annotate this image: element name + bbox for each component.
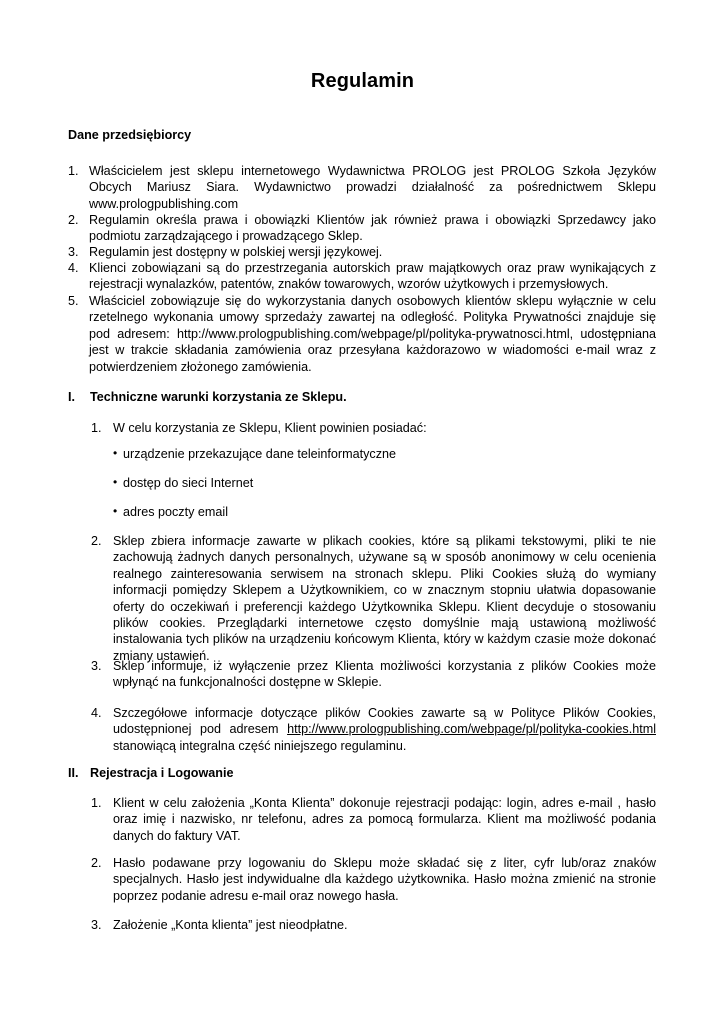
list-item: Szczegółowe informacje dotyczące plików Cookies zawarte są w Polityce Plików Cookies, udostępnionej pod adresem http://www.prologpublishing.com/webpage/pl/polityka-cookies.html stanowiącą integralna część niniejszego regulaminu. — [113, 706, 656, 753]
list-item: Właściciel zobowiązuje się do wykorzystania danych osobowych klientów sklepu wyłącznie w celu rzetelnego wykonania umowy sprzedaży zawartej na odległość. Polityka Prywatności znajduje się pod adresem: http://www.prologpublishing.com/webpage/pl/polityka-prywatnosci.html, udostępniana jest w trakcie składania zamówienia oraz przesyłana każdorazowo w wiadomości e-mail wraz z potwierdzeniem złożonego zamówienia. — [89, 294, 656, 374]
list-item: Regulamin określa prawa i obowiązki Klientów jak również prawa i obowiązki Sprzedawcy jako podmiotu zarządzającego i prowadzącego Sklep. — [89, 213, 656, 244]
list-number: 2. — [91, 534, 102, 548]
company-heading: Dane przedsiębiorcy — [68, 128, 192, 142]
list-item: Hasło podawane przy logowaniu do Sklepu może składać się z liter, cyfr lub/oraz znaków specjalnych. Hasło jest indywidualne dla każdego użytkownika. Hasło można zmienić na stronie poprzez podanie adresu e-mail oraz nowego hasła. — [113, 856, 656, 903]
list-number: 1. — [91, 421, 102, 435]
list-item: Sklep zbiera informacje zawarte w plikach cookies, które są plikami tekstowymi, pliki te nie zachowują żadnych danych personalnych, używane są w sposób anonimowy w celu ocenienia realnego zainteresowania serwisem na stronach sklepu. Pliki Cookies służą do wymiany informacji pomiędzy Sklepem a Użytkownikiem, co w znacznym stopniu ułatwia dopasowanie oferty do oczekiwań i preferencji każdego Użytkownika Sklepu. Klient decyduje o stosowaniu plików cookies. Przeglądarki internetowe często domyślnie mają ustawioną możliwość instalowania tych plików na urządzeniu końcowym Klienta, który w każdym czasie może dokonać zmiany ustawień. — [113, 534, 656, 663]
list-number: 3. — [68, 245, 79, 259]
list-number: 4. — [68, 261, 79, 275]
list-item: Właścicielem jest sklepu internetowego Wydawnictwa PROLOG jest PROLOG Szkoła Języków Obcych Mariusz Siara. Wydawnictwo prowadzi działalność za pośrednictwem Sklepu www.prologpublishing.com — [89, 164, 656, 211]
section-number: I. — [68, 390, 75, 404]
list-number: 3. — [91, 659, 102, 673]
bullet-icon: • — [113, 475, 118, 489]
list-number: 4. — [91, 706, 102, 720]
list-item: W celu korzystania ze Sklepu, Klient powinien posiadać: — [113, 421, 427, 435]
document-page: Regulamin Dane przedsiębiorcy 1. Właścicielem jest sklepu internetowego Wydawnictwa PROLOG jest PROLOG Szkoła Języków Obcych Mariusz Siara. Wydawnictwo prowadzi działalność za pośrednictwem Sklepu www.prologpublishing.com 2. Regulamin określa prawa i obowiązki Klientów jak również prawa i obowiązki Sprzedawcy jako podmiotu zarządzającego i prowadzącego Sklep. 3. Regulamin jest dostępny w polskiej wersji językowej. 4. Klienci zobowiązani są do przestrzegania autorskich praw majątkowych oraz praw wynikających z rejestracji wynalazków, patentów, znaków towarowych, wzorów użytkowych i przemysłowych. 5. Właściciel zobowiązuje się do wykorzystania danych osobowych klientów sklepu wyłącznie w celu rzetelnego wykonania umowy sprzedaży zawartej na odległość. Polityka Prywatności znajduje się pod adresem: http://www.prologpublishing.com/webpage/pl/polityka-prywatnosci.html, udostępniana jest w trakcie składania zamówienia oraz przesyłana każdorazowo w wiadomości e-mail wraz z potwierdzeniem złożonego zamówienia. I. Techniczne warunki korzystania ze Sklepu. 1. W celu korzystania ze Sklepu, Klient powinien posiadać: • urządzenie przekazujące dane teleinformatyczne • dostęp do sieci Internet • adres poczty email 2. Sklep zbiera informacje zawarte w plikach cookies, które są plikami tekstowymi, pliki te nie zachowują żadnych danych personalnych, używane są w sposób anonimowy w celu ocenienia realnego zainteresowania serwisem na stronach sklepu. Pliki Cookies służą do wymiany informacji pomiędzy Sklepem a Użytkownikiem, co w znacznym stopniu ułatwia dopasowanie oferty do oczekiwań i preferencji każdego Użytkownika Sklepu. Klient decyduje o stosowaniu plików cookies. Przeglądarki internetowe często domyślnie mają ustawioną możliwość instalowania tych plików na urządzeniu końcowym Klienta, który w każdym czasie może dokonać zmiany ustawień. 3. Sklep informuje, iż wyłączenie przez Klienta możliwości korzystania z plików Cookies może wpłynąć na funkcjonalności dostępne w Sklepie. 4. Szczegółowe informacje dotyczące plików Cookies zawarte są w Polityce Plików Cookies, udostępnionej pod adresem http://www.prologpublishing.com/webpage/pl/polityka-cookies.html stanowiącą integralna część niniejszego regulaminu. II. Rejestracja i Logowanie 1. Klient w celu założenia „Konta Klienta” dokonuje rejestracji podając: login, adres e-mail , hasło oraz imię i nazwisko, nr telefonu, adres za pomocą formularza. Klient ma możliwość podania danych do faktury VAT. 2. Hasło podawane przy logowaniu do Sklepu może składać się z liter, cyfr lub/oraz znaków specjalnych. Hasło jest indywidualne dla każdego użytkownika. Hasło można zmienić na stronie poprzez podanie adresu e-mail oraz nowego hasła. 3. Założenie „Konta klienta” jest nieodpłatne. — [0, 0, 725, 1024]
list-number: 5. — [68, 294, 79, 308]
section-heading: Techniczne warunki korzystania ze Sklepu. — [90, 390, 347, 404]
list-number: 1. — [91, 796, 102, 810]
list-item: Sklep informuje, iż wyłączenie przez Klienta możliwości korzystania z plików Cookies może wpłynąć na funkcjonalności dostępne w Sklepie. — [113, 659, 656, 690]
list-number: 2. — [91, 856, 102, 870]
list-number: 3. — [91, 918, 102, 932]
bullet-icon: • — [113, 504, 118, 518]
section-number: II. — [68, 766, 79, 780]
cookies-policy-link[interactable]: http://www.prologpublishing.com/webpage/pl/polityka-cookies.html — [287, 722, 656, 737]
list-item: Założenie „Konta klienta” jest nieodpłatne. — [113, 918, 348, 932]
list-item: Klienci zobowiązani są do przestrzegania autorskich praw majątkowych oraz praw wynikających z rejestracji wynalazków, patentów, znaków towarowych, wzorów użytkowych i przemysłowych. — [89, 261, 656, 292]
bullet-icon: • — [113, 446, 118, 460]
page-title: Regulamin — [310, 70, 415, 92]
list-number: 1. — [68, 164, 79, 178]
list-number: 2. — [68, 213, 79, 227]
list-item: Klient w celu założenia „Konta Klienta” dokonuje rejestracji podając: login, adres e-mail , hasło oraz imię i nazwisko, nr telefonu, adres za pomocą formularza. Klient ma możliwość podania danych do faktury VAT. — [113, 796, 656, 843]
list-item: Regulamin jest dostępny w polskiej wersji językowej. — [89, 245, 383, 259]
section-heading: Rejestracja i Logowanie — [90, 766, 234, 780]
